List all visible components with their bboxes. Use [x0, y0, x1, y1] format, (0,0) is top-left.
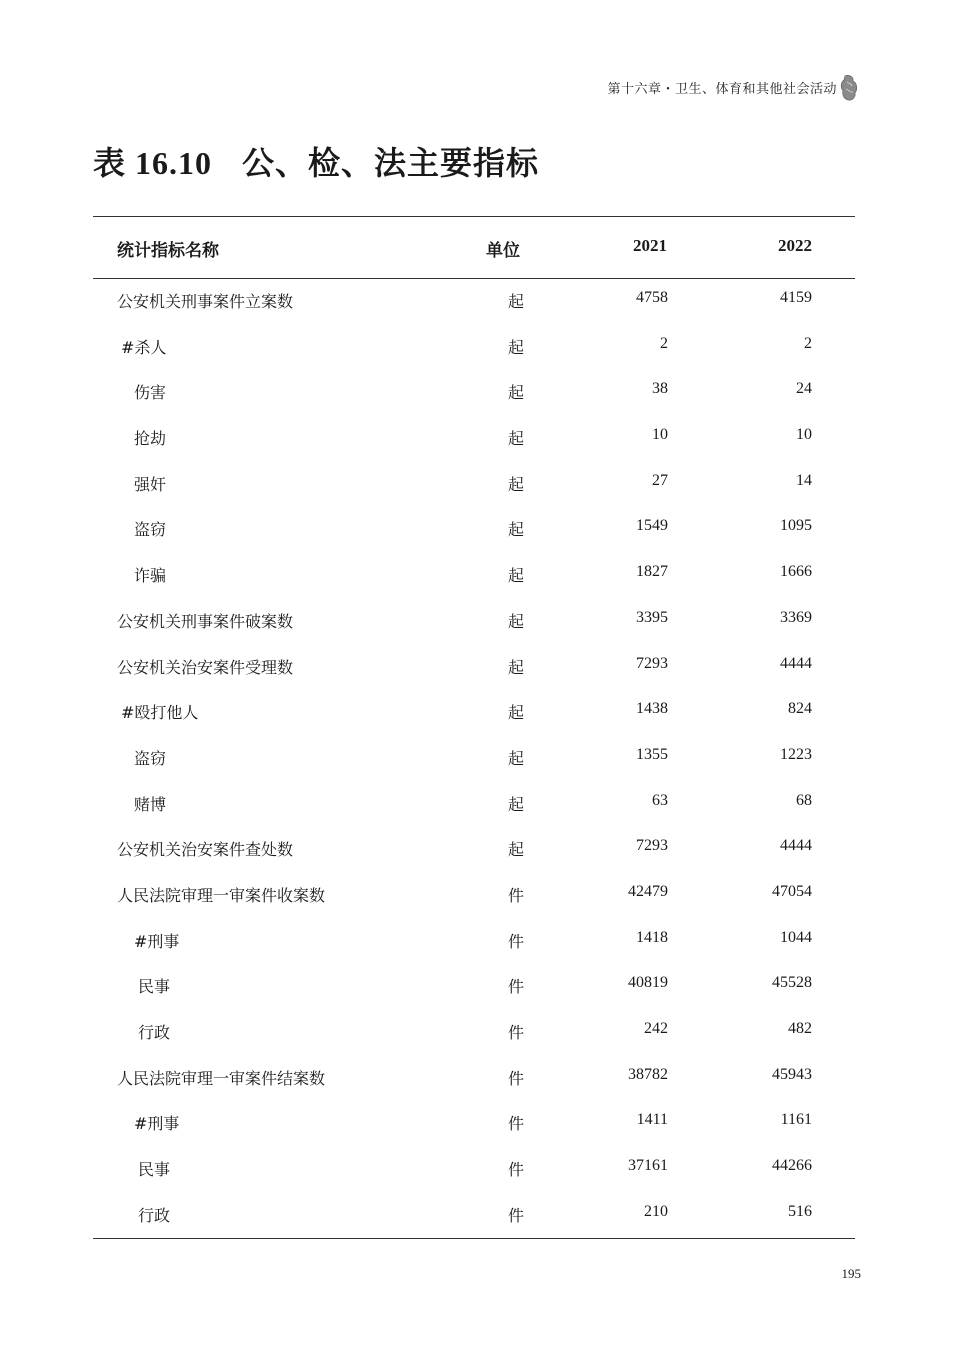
table-row: [0, 1020, 962, 1066]
unit: 起: [508, 566, 525, 586]
table-row: [0, 746, 962, 792]
value-2021: 4758: [636, 289, 668, 306]
value-2022: 44266: [772, 1157, 812, 1175]
value-2021: 38: [652, 380, 668, 398]
value-2021: 7293: [636, 654, 668, 672]
value-2021: 1827: [636, 563, 668, 581]
indicator-name: 民事: [138, 977, 171, 997]
value-2022: 1095: [780, 517, 812, 535]
unit: 起: [508, 292, 525, 311]
indicator-name: 盗窃: [134, 748, 167, 768]
value-2021: 2: [660, 334, 668, 352]
value-2021: 1418: [636, 928, 668, 946]
value-2022: 10: [796, 426, 812, 444]
unit: 件: [508, 1023, 525, 1042]
value-2022: 4444: [780, 837, 812, 855]
value-2022: 482: [788, 1020, 812, 1037]
value-2021: 63: [652, 791, 668, 809]
indicator-name: 诈骗: [134, 566, 167, 586]
header-unit: 单位: [486, 241, 520, 261]
unit: 起: [508, 520, 525, 540]
page-title: [93, 138, 539, 184]
value-2021: 1438: [636, 700, 668, 718]
indicator-name: 人民法院审理一审案件收案数: [117, 885, 326, 905]
value-2022: 1161: [780, 1111, 812, 1129]
value-2022: 4444: [780, 654, 812, 672]
table-row: [0, 792, 962, 838]
table-header-rule: [93, 278, 855, 279]
table-number: 表 16.10: [93, 145, 213, 181]
unit: 起: [508, 429, 525, 449]
unit: 件: [508, 977, 525, 997]
indicator-name: 抢劫: [134, 429, 167, 449]
value-2022: 1223: [780, 745, 812, 763]
value-2022: 3369: [780, 608, 812, 626]
value-2022: 45528: [772, 974, 812, 992]
value-2022: 824: [788, 700, 812, 718]
indicator-name: 公安机关治安案件查处数: [117, 840, 294, 860]
table-row: [0, 929, 962, 975]
indicator-name: 民事: [138, 1160, 171, 1180]
header-indicator-name: 统计指标名称: [117, 241, 219, 261]
table-row: [0, 426, 962, 472]
table-row: [0, 335, 962, 381]
indicator-name: 盗窃: [134, 520, 167, 540]
unit: 起: [508, 657, 525, 677]
value-2022: 45943: [772, 1065, 812, 1083]
indicator-name: 强奸: [134, 474, 167, 494]
map-silhouette-icon: [840, 74, 858, 102]
value-2021: 37161: [628, 1157, 668, 1175]
table-row: [0, 517, 962, 563]
value-2021: 210: [644, 1202, 668, 1220]
unit: 起: [508, 383, 525, 403]
value-2022: 24: [796, 380, 812, 398]
value-2021: 27: [652, 471, 668, 489]
table-row: [0, 655, 962, 701]
table-row: [0, 380, 962, 426]
header-year-2021: 2021: [633, 236, 667, 255]
value-2022: 1044: [780, 928, 812, 946]
unit: 起: [508, 794, 525, 814]
running-head: 第十六章・卫生、体育和其他社会活动: [607, 82, 837, 97]
indicator-name: #刑事: [134, 1114, 180, 1134]
indicator-name: 公安机关刑事案件立案数: [117, 292, 294, 311]
value-2021: 7293: [636, 837, 668, 855]
table-row: [0, 1157, 962, 1203]
unit: 起: [508, 474, 525, 494]
value-2021: 40819: [628, 974, 668, 992]
unit: 起: [508, 840, 525, 860]
table-row: [0, 563, 962, 609]
value-2021: 38782: [628, 1065, 668, 1083]
table-body: [0, 289, 962, 1248]
indicator-name: 公安机关治安案件受理数: [117, 657, 294, 677]
unit: 件: [508, 1068, 525, 1088]
unit: 起: [508, 748, 525, 768]
table-row: [0, 1066, 962, 1112]
indicator-name: 伤害: [134, 383, 167, 403]
table-row: [0, 974, 962, 1020]
indicator-name: 公安机关刑事案件破案数: [117, 611, 294, 631]
table-row: [0, 472, 962, 518]
value-2021: 242: [644, 1020, 668, 1037]
table-row: [0, 700, 962, 746]
value-2022: 2: [804, 334, 812, 352]
table-top-rule: [93, 216, 855, 217]
value-2022: 1666: [780, 563, 812, 581]
unit: 件: [508, 1205, 525, 1225]
value-2022: 68: [796, 791, 812, 809]
table-title: 公、检、法主要指标: [242, 144, 540, 182]
table-row: [0, 883, 962, 929]
table-row: [0, 609, 962, 655]
table-row: [0, 289, 962, 335]
unit: 起: [508, 611, 525, 631]
value-2021: 10: [652, 426, 668, 444]
unit: 件: [508, 1160, 525, 1180]
indicator-name: #刑事: [134, 931, 180, 951]
unit: 起: [508, 703, 525, 723]
indicator-name: 行政: [138, 1023, 171, 1042]
value-2022: 14: [796, 471, 812, 489]
indicator-name: #殴打他人: [121, 703, 199, 723]
unit: 起: [508, 337, 525, 357]
value-2021: 1549: [636, 517, 668, 535]
unit: 件: [508, 1114, 525, 1134]
page-number: 195: [841, 1266, 861, 1281]
table-row: [0, 837, 962, 883]
table-header: [0, 236, 962, 260]
value-2021: 42479: [628, 882, 668, 900]
value-2022: 516: [788, 1202, 812, 1220]
indicator-name: #杀人: [121, 337, 167, 357]
indicator-name: 人民法院审理一审案件结案数: [117, 1068, 326, 1088]
unit: 件: [508, 885, 525, 905]
value-2022: 4159: [780, 289, 812, 306]
unit: 件: [508, 931, 525, 951]
value-2022: 47054: [772, 882, 812, 900]
table-row: [0, 1111, 962, 1157]
indicator-name: 赌博: [134, 794, 167, 814]
table-row: [0, 1203, 962, 1249]
indicator-name: 行政: [138, 1205, 171, 1225]
value-2021: 3395: [636, 608, 668, 626]
value-2021: 1411: [636, 1111, 668, 1129]
value-2021: 1355: [636, 745, 668, 763]
header-year-2022: 2022: [778, 236, 812, 255]
table-bottom-rule: [93, 1238, 855, 1239]
